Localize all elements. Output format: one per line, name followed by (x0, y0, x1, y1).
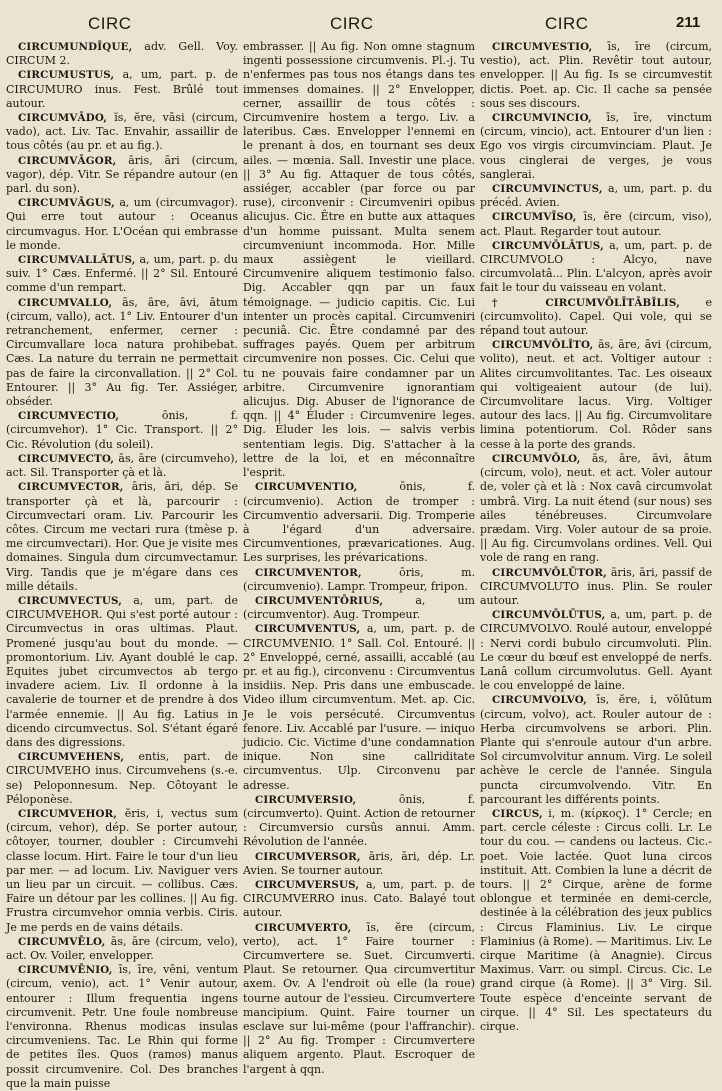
entry-headword: CIRCUMVECTO, (18, 452, 115, 465)
entry-definition: ās, āre, āvi, ātum (circum, volo), neut. et act. Voler autour de, voler çà et là : Nox cavâ circumvolat umbrâ. Virg. La nuit étend (sur nous) ses ailes ténébreuses. Circumvolare prædam. Virg. Voler autour de sa proie. || Au fig. Circumvolans ordines. Vell. Qui vole de rang en rang. (480, 451, 712, 565)
entry-headword: CIRCUMVALLĀTUS, (18, 254, 136, 267)
entry-definition: ōnis, f. (circumvehor). 1° Cic. Transport. || 2° Cic. Révolution (du soleil). (6, 409, 238, 451)
entry-headword: CIRCUMVENTIO, (255, 481, 358, 494)
entry-definition: āris, āri, passif de CIRCUMVOLUTO inus. Plin. Se rouler autour. (480, 565, 712, 607)
dictionary-entry (480, 182, 712, 210)
dictionary-entry (243, 878, 475, 921)
entry-definition: ĭs, ĕre, vāsi (circum, vado), act. Liv. Tac. Envahir, assaillir de tous côtés (au pr. et au fig.). (6, 111, 238, 153)
entry-headword: CIRCUMVESTIO, (492, 41, 593, 53)
entry-headword: CIRCUS, (492, 807, 543, 820)
entry-headword: CIRCUMVŌLĬTO, (492, 339, 594, 352)
entry-definition: a, um, part. p. de CIRCUMURO inus. Fest. Brûlé tout autour. (6, 68, 238, 110)
entry-definition: e (circumvolito). Capel. Qui vole, qui se répand tout autour. (480, 295, 712, 338)
entry-definition: ās, āre, āvi (circum, volito), neut. et act. Voltiger autour : Alites circumvolitantes. Tac. Les oiseaux qui voltigeaient autour (de lui). Circumvolitare lacus. Virg. Voltiger autour des lacs. || Au fig. Circumvolitare limina potentiorum. Col. Rôder sans cesse à la porte des grands. (480, 338, 712, 451)
entry-headword: CIRCUMUNDĪQUE, (18, 41, 133, 53)
entry-headword: CIRCUMVERSIO, (255, 793, 357, 806)
entry-definition: ĕris, i, vectus sum (circum, vehor), dép. Se porter autour, côtoyer, tourner, doubler : Circumvehi classe locum. Hirt. Faire le tour d'un lieu par mer. — ad locum. Liv. Naviguer vers un lieu par un circuit. — collibus. Cæs. Faire un détour par les collines. || Au fig. Frustra circumvehor omnia verbis. Ciris. Je me perds en de vains détails. (6, 806, 238, 934)
entry-headword: CIRCUMVĀGUS, (18, 197, 115, 210)
entry-headword: CIRCUMVECTIO, (18, 410, 120, 423)
dictionary-entry (480, 40, 712, 111)
entry-definition: āris, āri, dép. Lr. Avien. Se tourner autour. (243, 849, 475, 877)
entry-headword: CIRCUMVENTOR, (255, 566, 362, 579)
dictionary-entry (6, 452, 238, 480)
dictionary-entry (6, 196, 238, 253)
dictionary-entry (480, 807, 712, 1034)
dictionary-entry (243, 793, 475, 850)
dictionary-entry (6, 111, 238, 154)
entry-headword: CIRCUMVALLO, (18, 296, 113, 309)
entry-headword: CIRCUMVENTUS, (255, 623, 361, 636)
dictionary-entry (243, 40, 475, 480)
dictionary-entry (480, 608, 712, 693)
dictionary-entry (480, 210, 712, 238)
entry-definition: ās, āre, āvi, ātum (circum, vallo), act. 1° Liv. Entourer d'un retranchement, enfermer, cerner : Circumvallare loca natura prohibebat. Cæs. La nature du terrain ne permettait pas de faire la circonvallation. || 2° Col. Entourer. || 3° Au fig. Ter. Assiéger, obséder. (6, 295, 238, 409)
column-2 (243, 40, 475, 1080)
entry-definition: ōris, m. (circumvenio). Lampr. Trompeur, fripon. (243, 565, 475, 593)
dictionary-entry (6, 296, 238, 410)
entry-headword: CIRCUMVOLVO, (492, 694, 588, 707)
entry-headword: CIRCUMVŌLO, (492, 452, 581, 465)
page-number: 211 (676, 14, 701, 31)
entry-headword: CIRCUMVŌLŪTUS, (492, 609, 606, 622)
dictionary-entry (480, 566, 712, 609)
dictionary-entry (480, 111, 712, 182)
entry-headword: CIRCUMVEHENS, (18, 751, 125, 764)
dictionary-entry (480, 452, 712, 566)
dictionary-entry (6, 40, 238, 68)
running-header (0, 14, 722, 40)
entry-definition: īs, ĕre (circum, viso), act. Plaut. Regarder tout autour. (480, 210, 712, 238)
entry-headword: † CIRCUMVŌLĪTĀBĬLIS, (492, 296, 680, 309)
dictionary-entry (480, 296, 712, 339)
entry-definition: ās, āre (circum, velo), act. Ov. Voiler, envelopper. (6, 934, 238, 962)
column-1 (6, 40, 238, 1090)
dictionary-entry (243, 850, 475, 878)
entry-definition: a, um, part. de CIRCUMVEHOR. Qui s'est porté autour : Circumvectus in oras ultimas. Plaut. Promené jusqu'au bout du monde. — promontorium. Liv. Ayant doublé le cap. Equites jubet circumvectos ab tergo invadere aciem. Liv. Il ordonne à la cavalerie de tourner et de prendre à dos l'armée ennemie. || Au fig. Latius in dicendo circumvectus. Sol. S'étant égaré dans des digressions. (6, 593, 238, 749)
dictionary-entry (6, 253, 238, 296)
entry-headword: CIRCUMVŌLŪTOR, (492, 566, 607, 579)
entry-headword: CIRCUMUSTUS, (18, 69, 115, 82)
entry-definition: i, m. (κίρκος). 1° Cercle; en part. cercle céleste : Circus colli. Lr. Le tour du cou. — candens ou lacteus. Cic.-poet. Voie lactée. Quot luna circos instituit. Att. Combien la lune a décrit de tours. || 2° Cirque, arène de forme oblongue et terminée en demi-cercle, destinée à la célébration des jeux publics : Circus Flaminius. Liv. Le cirque Flaminius (à Rome). — Maritimus. Liv. Le cirque Maritime (à Anagnie). Circus Maximus. Varr. ou simpl. Circus. Cic. Le grand cirque (à Rome). || 3° Virg. Sil. Toute espèce d'enceinte servant de cirque. || 4° Sil. Les spectateurs du cirque. (480, 806, 712, 1034)
dictionary-entry (243, 480, 475, 565)
entry-definition: ōnis, f. (circumverto). Quint. Action de retourner : Circumversio cursûs annui. Amm. Révolution de l'année. (243, 792, 475, 849)
dictionary-entry (6, 154, 238, 197)
dictionary-entry (243, 566, 475, 594)
header-center-word: CIRC (330, 14, 374, 33)
entry-headword: CIRCUMVĒLO, (18, 935, 106, 948)
entry-headword: CIRCUMVĒNIO, (18, 964, 113, 977)
entry-headword: CIRCUMVĀDO, (18, 112, 108, 125)
entry-definition: īs, īre (circum, vestio), act. Plin. Revêtir tout autour, envelopper. || Au fig. Is se circumvestit dictis. Poet. ap. Cic. Il cache sa pensée sous ses discours. (480, 40, 712, 110)
column-3 (480, 40, 712, 1080)
dictionary-entry (6, 750, 238, 807)
columns-container (6, 40, 714, 1090)
dictionary-entry (480, 239, 712, 296)
dictionary-entry (480, 338, 712, 452)
entry-headword: CIRCUMVINCTUS, (492, 183, 603, 196)
dictionary-entry (243, 622, 475, 792)
entry-definition: embrasser. || Au fig. Non omne stagnum ingenti possessione circumvenis. Pl.-j. Tu n'enfermes pas tous nos étangs dans tes immenses domaines. || 2° Envelopper, cerner, assaillir de tous côtés : Circumvenire hostem a tergo. Liv. a lateribus. Cæs. Envelopper l'ennemi en le prenant à dos, en tournant ses deux ailes. — mœnia. Sall. Investir une place. || 3° Au fig. Attaquer de tous côtés, assiéger, accabler (par force ou par ruse), circonvenir : Circumveniri opibus alicujus. Cic. Être en butte aux attaques d'un homme puissant. Multa senem circumveniunt incommoda. Hor. Mille maux assiègent le vieillard. Circumvenire aliquem testimonio falso. Dig. Accabler qqn par un faux témoignage. — judicio capitis. Cic. Lui intenter un procès capital. Circumveniri pecuniâ. Cic. Être condamné par des suffrages payés. Quem per arbitrum circumvenire non posses. Cic. Celui que tu ne pouvais faire condamner par un arbitre. Circumvenire ignorantiam alicujus. Dig. Abuser de l'ignorance de qqn. || 4° Éluder : Circumvenire leges. Dig. Éluder les lois. — salvis verbis sententiam legis. Dig. S'attacher à la lettre de la loi, et en méconnaître l'esprit. (243, 40, 475, 480)
entry-definition: āris, āri, dép. Se transporter çà et là, parcourir : Circumvectari oram. Liv. Parcourir les côtes. Circum me vectari rura (tmèse p. me circumvectari). Hor. Que je visite mes domaines. Singula dum circumvectamur. Virg. Tandis que je m'égare dans ces mille détails. (6, 480, 238, 593)
dictionary-entry (6, 935, 238, 963)
dictionary-entry (6, 963, 238, 1091)
entry-headword: CIRCUMVŌLĀTUS, (492, 239, 604, 252)
entry-definition: a, um, part. p. de CIRCUMVERRO inus. Cato. Balayé tout autour. (243, 877, 475, 920)
entry-headword: CIRCUMVĪSO, (492, 211, 577, 224)
entry-headword: CIRCUMVERSUS, (255, 878, 360, 891)
entry-headword: CIRCUMVERSOR, (255, 850, 361, 863)
dictionary-entry (243, 594, 475, 622)
entry-headword: CIRCUMVERTO, (255, 921, 352, 934)
entry-definition: ōnis, f. (circumvenio). Action de tromper : Circumventio adversarii. Dig. Tromperie à l'égard d'un adversaire. Circumventiones, prævaricationes. Aug. Les surprises, les prévarications. (243, 480, 475, 565)
entry-headword: CIRCUMVĀGOR, (18, 154, 117, 167)
entry-definition: a, um (circumvagor). Qui erre tout autour : Oceanus circumvagus. Hor. L'Océan qui embrasse le monde. (6, 196, 238, 252)
dictionary-entry (480, 693, 712, 807)
header-left-word: CIRC (88, 14, 132, 33)
entry-headword: CIRCUMVENTŌRIUS, (255, 594, 384, 607)
entry-definition: īs, ĕre (circum, verto), act. 1° Faire tourner : Circumvertere se. Suet. Circumverti. Plaut. Se retourner. Qua circumvertitur axem. Ov. A l'endroit où elle (la roue) tourne autour de l'essieu. Circumvertere mancipium. Quint. Faire tourner un esclave sur lui-même (pour l'affranchir). || 2° Au fig. Tromper : Circumvertere aliquem argento. Plaut. Escroquer de l'argent à qqn. (243, 920, 475, 1076)
entry-headword: CIRCUMVEHOR, (18, 807, 118, 820)
entry-definition: īs, īre, vēni, ventum (circum, venio), act. 1° Venir autour, entourer : Illum frequentia ingens circumvenit. Petr. Une foule nombreuse l'environna. Rhenus modicas insulas circumveniens. Tac. Le Rhin qui forme de petites îles. Quos (ramos) manus possit circumvenire. Col. Des branches que la main puisse (6, 963, 238, 1090)
entry-definition: a, um, part. p. de CIRCUMVOLVO. Roulé autour, enveloppé : Nervi cordi bubulo circumvoluti. Plin. Le cœur du bœuf est enveloppé de nerfs. Lanâ collum circumvolutus. Gell. Ayant le cou enveloppé de laine. (480, 608, 712, 693)
entry-definition: īs, īre, vinctum (circum, vincio), act. Entourer d'un lien : Ego vos virgis circumvinciam. Plaut. Je vous cinglerai de verges, je vous sanglerai. (480, 111, 712, 181)
entry-definition: adv. Gell. Voy. CIRCUM 2. (6, 40, 238, 68)
header-right-word: CIRC (545, 14, 589, 33)
entry-definition: entis, part. de CIRCUMVEHO inus. Circumvehens (s.-e. se) Peloponnesum. Nep. Côtoyant le Péloponèse. (6, 750, 238, 806)
dictionary-entry (6, 807, 238, 935)
entry-definition: a, um, part. p. du suiv. 1° Cæs. Enfermé. || 2° Sil. Entouré comme d'un rempart. (6, 253, 238, 295)
dictionary-entry (6, 409, 238, 452)
entry-definition: a, um, part. p. de CIRCUMVENIO. 1° Sall. Col. Entouré. || 2° Enveloppé, cerné, assailli, accablé (au pr. et au fig.), circonvenu : Circumventus insidiis. Nep. Pris dans une embuscade. Video illum circumventum. Met. ap. Cic. Je le vois persécuté. Circumventus fenore. Liv. Accablé par l'usure. — iniquo judicio. Cic. Victime d'une condamnation inique. Non sine callriditate circumventus. Ulp. Circonvenu par adresse. (243, 622, 475, 792)
dictionary-entry (243, 921, 475, 1077)
entry-definition: īs, ĕre, i, vŏlūtum (circum, volvo), act. Rouler autour de : Herba circumvolvens se arbori. Plin. Plante qui s'enroule autour d'un arbre. Sol circumvolvitur annum. Virg. Le soleil achève le cercle de l'année. Singula puncta circumvolvendo. Vitr. En parcourant les différents points. (480, 693, 712, 806)
entry-definition: ās, āre (circumveho), act. Sil. Transporter çà et là. (6, 451, 238, 480)
entry-definition: a, um, part. p. du précéd. Avien. (480, 182, 712, 210)
dictionary-entry (6, 594, 238, 750)
entry-headword: CIRCUMVINCIO, (492, 112, 592, 125)
dictionary-entry (6, 68, 238, 111)
entry-headword: CIRCUMVECTUS, (18, 594, 123, 607)
dictionary-entry (6, 480, 238, 594)
entry-definition: a, um, part. p. de CIRCUMVOLO : Alcyo, nave circumvolatâ... Plin. L'alcyon, après avoir fait le tour du vaisseau en volant. (480, 238, 712, 295)
entry-headword: CIRCUMVECTOR, (18, 481, 124, 494)
entry-definition: a, um (circumventor). Aug. Trompeur. (243, 593, 475, 622)
entry-definition: āris, āri (circum, vagor), dép. Vitr. Se répandre autour (en parl. du son). (6, 153, 238, 196)
